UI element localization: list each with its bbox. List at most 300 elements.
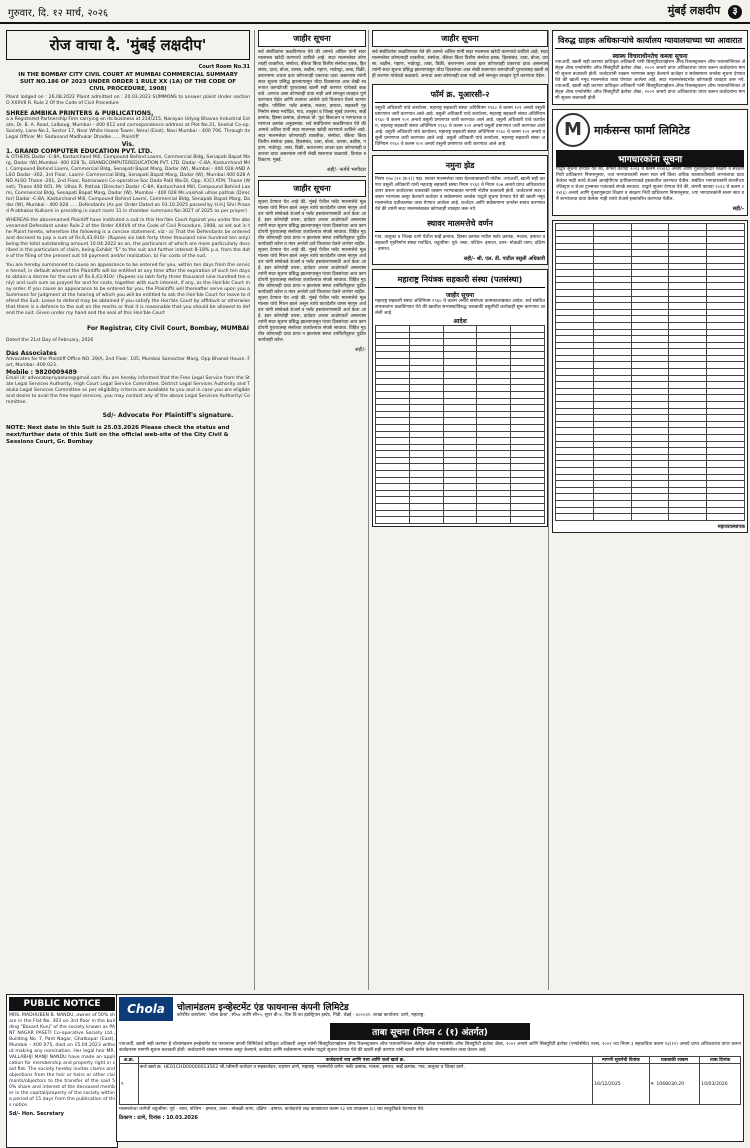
table-row (556, 322, 745, 329)
table-cell (631, 336, 669, 343)
table-cell (409, 385, 443, 392)
table-cell (443, 497, 477, 504)
table-cell (409, 391, 443, 398)
notice-heading-2: जाहीर सूचना (258, 180, 366, 197)
table-row (376, 365, 545, 372)
table-cell (477, 339, 511, 346)
chola-col-possession-date: ताबा दिनांक (700, 1057, 741, 1064)
table-cell (556, 375, 594, 382)
table-row (556, 375, 745, 382)
table-cell (593, 369, 631, 376)
table-row (556, 494, 745, 501)
table-cell (707, 303, 745, 310)
chola-place-date: ठिकाण : ठाणे, दिनांक : 10.03.2026 (119, 1115, 198, 1121)
table-cell (631, 467, 669, 474)
table-cell (409, 398, 443, 405)
table-cell (511, 431, 545, 438)
table-cell (669, 349, 707, 356)
table-cell (707, 375, 745, 382)
table-cell (477, 451, 511, 458)
chola-col-amount: थकबाकी रक्कम (649, 1057, 699, 1064)
table-cell (477, 391, 511, 398)
members-table-2 (555, 223, 745, 521)
table-row (556, 230, 745, 237)
advocate-mobile: Mobile : 9820009489 (6, 369, 77, 376)
table-row (376, 457, 545, 464)
table-cell (707, 435, 745, 442)
table-cell (376, 391, 410, 398)
table-row (556, 421, 745, 428)
table-cell (593, 362, 631, 369)
table-row (556, 309, 745, 316)
table-cell (593, 500, 631, 507)
table-cell (707, 428, 745, 435)
table-cell (593, 375, 631, 382)
table-cell (443, 339, 477, 346)
table-cell (593, 329, 631, 336)
table-cell (707, 243, 745, 250)
table-row (376, 477, 545, 484)
table-cell (511, 510, 545, 517)
table-cell (511, 497, 545, 504)
table-cell (511, 490, 545, 497)
table-cell (511, 464, 545, 471)
table-row (376, 424, 545, 431)
company-name: मार्कसन्स फार्मा लिमिटेड (594, 123, 690, 137)
table-cell (376, 398, 410, 405)
table-cell (669, 243, 707, 250)
table-cell (477, 444, 511, 451)
table-cell (511, 352, 545, 359)
table-cell (443, 490, 477, 497)
table-row (556, 415, 745, 422)
table-row (120, 1064, 741, 1105)
table-cell (707, 461, 745, 468)
table-cell (593, 435, 631, 442)
table-cell (707, 441, 745, 448)
table-cell (669, 467, 707, 474)
table-cell (556, 408, 594, 415)
col3-heading-5: महाराष्ट्र नियंत्रक सहकारी संस्था (पतसंस्था) (375, 272, 545, 288)
table-cell (511, 438, 545, 445)
table-cell (556, 395, 594, 402)
table-cell (669, 303, 707, 310)
table-cell (669, 487, 707, 494)
company-logo-icon: M (556, 113, 590, 147)
table-cell (409, 431, 443, 438)
table-cell (707, 349, 745, 356)
table-cell (556, 441, 594, 448)
table-cell (409, 326, 443, 333)
table-cell (556, 388, 594, 395)
table-cell (511, 339, 545, 346)
table-cell (443, 418, 477, 425)
table-row (556, 329, 745, 336)
table-cell (376, 326, 410, 333)
table-row (556, 514, 745, 521)
table-cell (631, 474, 669, 481)
col3-heading-2: फॉर्म क्र. यूआरसी-२ (375, 87, 545, 103)
table-cell (631, 296, 669, 303)
table-cell (376, 471, 410, 478)
table-cell (443, 405, 477, 412)
table-cell (631, 250, 669, 257)
table-cell (631, 388, 669, 395)
table-cell (511, 451, 545, 458)
table-cell (511, 332, 545, 339)
table-row (376, 339, 545, 346)
table-cell (631, 395, 669, 402)
table-cell (593, 342, 631, 349)
table-cell (593, 467, 631, 474)
table-cell (631, 237, 669, 244)
table-cell (511, 378, 545, 385)
court-column: रोज वाचा दै. 'मुंबई लक्षदीप' Court Room No.31 IN THE BOMBAY CITY CIVIL COURT AT MUMBAI COMMERCIAL SUMMARY SUIT NO.186 OF 2023 UNDER ORDER 1 RULE XX (1A) OF THE CODE OF CIVIL PROCEDURE, 1908) Plaint lodged on : 26.08.2022 Plaint admitted on : 20.03.2023 SUMMONS to answer plaint Under section O XXXVII R. Rule 2 Of the Code of Civil Procedure SHREE AMBIKA PRINTERS & PUBLICATIONS, a a Registered Partnership Firm carrying on its business at 214/215, Narayan Udyog Bhavan Industrial Estate, Dr. B. A. Road, Lalbaug, Mumbai – 400 012 and correspondence address at Plot No.31, Snehal Co-op. Society, Lane No.1, Sector 17, Near White House Tower, Nerul (East), Navi Mumbai – 400 706. Through its Legal Officer Mr. Sadanand Madhukar Dhadke ..... Plaintiff Vis. 1. GRAND COMPUTER EDUCATION PVT. LTD. & OTHERS Dadar -C-8A, Kasturchand Mill, Compound Behind Laxmi, Commercial Bldg, Senapati Bapat Marg, Dadar (W),Mumbai- 400 028 To, GRANDCOMPUTEREDUCATION PVT. LTD. Dadar -C-8A, Kasturchand Mill, Compound Behind Laxmi, Commercial Bldg, Senapati Bapat Marg, Dadar (W), Mumbai - 400 028 AND ALSO Dadar -302, 3rd Floor, Laxmi- Commercial Bldg, Senapati Bapat Marg, Dadar (W), Mumbai 400 028 AND ALSO Thane -201, 2nd Floor, Ramanwori Co-operative Soc Dada Patil Wa-Di, Opp. ICICI ATM, Thane (West), Thane 400 601. Mr. Ulhas R. Pathak (Director) Dadar -C-8A, Kasturchand Mill, Compound Behind Laxmi, Commercial Bldg, Senapati Bapat Marg, Dadar (W), Mumbai - 400 028 Ms.vaishali ulhas pathak (Director) Dadar -C-8A, Kasturchand Mill, Compound Behind Laxmi, Commercial Bldg, Senapati Bapat Marg, Dadar (W), Mumbai - 400 028 ..... Defendants (As per Order Dated on 03.10.2025 passed by H.H.J Shri Prasad Prabhakar Kulkarni in presiding in court room 31 in chamber summons No:3027 of 2025 as per prayer) WHEREAS the abovenamed Plaintiff have instituted a suit in this Hon'ble Court Against you under the abovenamed Defendant under Rule 2 of the Order XXXVII of the Code of Civil Procedure, 1908, as set out in the Plaint hereto, wherefore the following is a concise statement, viz:- a) That the Defendants be ordered and decreed to pay a sum of Rs.6,43,910/- (Rupees six lakh forty three thousand nine hundred ten only) being the total outstanding amount 10.04.2022 as on, the particulars of which are more particularly described in the particulars of claim, being Exhibit "E" to the suit and further interest 8-18% p.a. from the date of the filing of the present suit till payment and/or realization. b) For costs of the suit. You are hereby summoned to cause an appearance to be entered for you, within ten days from the service hereof, in default whereof the Plaintiffs will be entitled at any time after the expiration of such ten days to obtain a decree for the sum of Rs.6,43,910/- (Rupees six lakh forty three thousand nine hundred ten only) and such sum as prayed for and for costs, together with such interest, if any, as the Hon'ble Court may order. If you cause an appearance to be entered for you, the Plaintiffs will thereafter serve upon you a Summons for Judgment at the hearing of which you will be entitled to ask the Hon'ble Court for leave to defend the Suit. Leave to defend may be obtained if you satisfy the Hon'ble Court by affidavit or otherwise that there is a defence to the suit on the merits or that it is reasonable that you should be allowed to defend the suit. Given under my hand and the seal of this Hon'ble Court For Registrar, City Civil Court, Bombay, MUMBAI Dated the 21st Day of February, 2026 Das Associates Advocates for the Plaintiff Office NO. 29/A, 2nd Floor, 105, Mumbai Samachar Marg, Opp Bhanat House, Fort, Mumbai -400 023. Mobile : 9820009489 Email id: advocatepriyaelure@gmail.com You are hereby informed that the Free Legal Service from the State Legal Services Authority, High Court Legal Service Committee, District Legal Services Authority and Taluka Legal Services Committee as per eligibility criteria are available to you and in case you are eligible and desire to avail the free legal services, you may contact any of the above Legal Services Authority/ Committee. Sd/- Advocate For Plaintiff's signature. NOTE: Next date in this Suit is 25.03.2026 Please check the status and next/further date of this Suit on the official web-site of the City Civil & Sessions Court, Gr. Bombay (6, 30, 250, 990)
table-cell (556, 224, 594, 231)
table-cell (477, 352, 511, 359)
table-cell (707, 421, 745, 428)
table-cell (556, 336, 594, 343)
table-cell (511, 471, 545, 478)
table-cell (669, 454, 707, 461)
table-row (376, 411, 545, 418)
table-cell (443, 517, 477, 524)
table-cell (669, 230, 707, 237)
public-notice-sign: Sd/- Hon. Secretary (9, 1111, 64, 1117)
table-cell (707, 276, 745, 283)
issue-date: गुरुवार, दि. १२ मार्च, २०२६ (8, 8, 109, 19)
table-cell (707, 296, 745, 303)
table-cell (631, 256, 669, 263)
table-cell (707, 474, 745, 481)
public-notice: PUBLIC NOTICE MRS. MADHUBEN B. NANDU, owner of 50% share in the Flat No. 303 on 3rd floor in the building "Basant Kunj" of the society known as PANT NAGAR PASETI Co-operative Society Ltd., Building No. 7, Pant Nagar, Ghatkopar (East), Mumbai – 400 075, died on 15.04.2023 without making any nomination. Her legal heir MR. VALLABHJI MANJI NANDU have made an application for membership and property right in said flat. The society hereby invites claims and objections from the heir or heirs or other claimants/objectors to the transfer of the said 50% share and interest of the deceased member in the capital/property of the society within a period of 15 days from the publication of this notice. Sd/- Hon. Secretary (6, 994, 118, 1148)
table-row (556, 487, 745, 494)
table-cell (511, 444, 545, 451)
table-row (376, 352, 545, 359)
table-row (376, 405, 545, 412)
notice-column-3: जाहीर सूचना सर्व संबंधितांना कळविण्यात येते की आमचे अशिल यांनी सदर मालमत्ता खरेदी करण्याचे ठरविले आहे. सदर मालमत्तेवर कोणत्याही व्यक्तीचा, संस्थेचा, बँकेचा किंवा वित्तीय संस्थेचा हक्क, हितसंबंध, दावा, बोजा, वारसा, बक्षीस, गहाण, भाडेपट्टा, ताबा, विक्री, करारनामा अथवा इतर कोणत्याही प्रकारचा दावा असल्यास त्यांनी सदर सूचना प्रसिद्ध झाल्यापासून चौदा दिवसांच्या आत लेखी स्वरूपात कागदोपत्री पुराव्यासह खाली सही करणार यांचेकडे कळवावे. अन्यथा असा कोणताही दावा नाही असे समजून व्यवहार पूर्ण करण्यात येईल. फॉर्म क्र. यूआरसी-२ वसुली अधिकारी यांचे कार्यालय, महाराष्ट्र सहकारी संस्था अधिनियम १९६० चे कलम १०१ अन्वये वसुली प्रमाणपत्र जारी करण्यात आले आहे. वसुली अधिकारी यांचे कार्यालय, महाराष्ट्र सहकारी संस्था अधिनियम १९६० चे कलम १०१ अन्वये वसुली प्रमाणपत्र जारी करण्यात आले आहे. वसुली अधिकारी यांचे कार्यालय, महाराष्ट्र सहकारी संस्था अधिनियम १९६० चे कलम १०१ अन्वये वसुली प्रमाणपत्र जारी करण्यात आले आहे. वसुली अधिकारी यांचे कार्यालय, महाराष्ट्र सहकारी संस्था अधिनियम १९६० चे कलम १०१ अन्वये वसुली प्रमाणपत्र जारी करण्यात आले आहे. वसुली अधिकारी यांचे कार्यालय, महाराष्ट्र सहकारी संस्था अधिनियम १९६० चे कलम १०१ अन्वये वसुली प्रमाणपत्र जारी करण्यात आले आहे. नमुना झेड नियम १०७ (११ (ड-१)) पहा. स्थावर मालमत्तेचा ताबा घेतल्याबाबतची नोटीस. ज्याअर्थी, खाली सही करणार वसुली अधिकारी यांनी महाराष्ट्र सहकारी संस्था नियम १९६१ चे नियम १०७ अन्वये प्राप्त अधिकारांचा वापर करून कर्जदारास थकबाकी रक्कम भरण्याबाबत मागणी नोटीस बजावली होती. कर्जदाराने सदर रक्कम भरण्यास कसूर केल्याने कर्जदार व सर्वसामान्य जनतेस याद्वारे सूचना देण्यात येते की खाली नमूद मालमत्तेचा प्रतीकात्मक ताबा घेण्यात आलेला आहे. कर्जदार आणि सर्वसामान्य जनतेस सावध करण्यात येते की त्यांनी सदर मालमत्तेबाबत कोणताही व्यवहार करू नये. स्थावर मालमत्तेचे वर्णन गाव, तालुका व जिल्हा ठाणे येथील सर्व्हे क्रमांक, हिस्सा क्रमांक मधील फ्लॅट क्रमांक, मजला, इमारत व सहकारी गृहनिर्माण संस्था मर्यादित, चतुःसीमा: पूर्व- रस्ता, पश्चिम- इमारत, उत्तर- मोकळी जागा, दक्षिण- इमारत. सही/- श्री. एल. डी. पाटील वसुली अधिकारी महाराष्ट्र नियंत्रक सहकारी संस्था (पतसंस्था) जाहीर सूचना महाराष्ट्र सहकारी संस्था अधिनियम १९६० चे कलम अन्वये संस्थेच्या कामकाजाबाबत आदेश. सर्व संबंधित सभासदांना कळविण्यात येते की खालील सभासदांविरुद्ध थकबाकी वसुलीची कार्यवाही सुरू करण्यात आलेली आहे. आदेश (368, 30, 548, 990)
table-cell (593, 250, 631, 257)
table-cell (631, 402, 669, 409)
table-cell (376, 339, 410, 346)
table-cell (376, 431, 410, 438)
table-cell (409, 464, 443, 471)
table-cell (631, 421, 669, 428)
table-cell (707, 448, 745, 455)
table-cell (707, 336, 745, 343)
table-cell (707, 487, 745, 494)
table-cell (707, 355, 745, 362)
table-row (376, 444, 545, 451)
table-cell (556, 507, 594, 514)
table-cell (443, 391, 477, 398)
table-cell (409, 378, 443, 385)
table-cell (669, 270, 707, 277)
table-cell (409, 372, 443, 379)
table-cell (593, 303, 631, 310)
table-cell (443, 484, 477, 491)
table-cell (631, 289, 669, 296)
table-cell (511, 418, 545, 425)
table-cell (556, 467, 594, 474)
table-cell (511, 391, 545, 398)
table-cell (443, 464, 477, 471)
table-cell (376, 424, 410, 431)
table-cell (556, 369, 594, 376)
table-cell (556, 250, 594, 257)
col3-heading-1: जाहीर सूचना (372, 30, 548, 47)
table-cell (443, 457, 477, 464)
notice-sign-2: सही/- (355, 347, 366, 353)
table-cell (477, 471, 511, 478)
table-row (556, 362, 745, 369)
table-cell (477, 326, 511, 333)
table-cell (511, 358, 545, 365)
table-cell (669, 322, 707, 329)
public-notice-title: PUBLIC NOTICE (9, 997, 115, 1011)
table-cell (669, 514, 707, 521)
table-cell (443, 424, 477, 431)
table-cell (631, 481, 669, 488)
table-row (556, 283, 745, 290)
table-cell (556, 421, 594, 428)
table-cell (707, 230, 745, 237)
table-cell (707, 369, 745, 376)
table-cell (707, 500, 745, 507)
col3-heading-6: जाहीर सूचना (445, 292, 475, 299)
table-row (376, 431, 545, 438)
table-cell (669, 448, 707, 455)
table-cell (376, 477, 410, 484)
table-cell (443, 411, 477, 418)
table-cell (556, 276, 594, 283)
table-cell (669, 263, 707, 270)
table-cell (511, 405, 545, 412)
court-heading: IN THE BOMBAY CITY CIVIL COURT AT MUMBAI COMMERCIAL SUMMARY SUIT NO.186 OF 2023 UNDER ORDER 1 RULE XX (1A) OF THE CODE OF CIVIL PROCEDURE, 1908) (18, 72, 238, 92)
table-cell (376, 372, 410, 379)
table-cell (593, 230, 631, 237)
table-cell (556, 289, 594, 296)
table-cell (409, 405, 443, 412)
table-cell (669, 276, 707, 283)
dated-line: Dated the 21st Day of February, 2026 (6, 338, 94, 343)
table-cell (631, 349, 669, 356)
table-cell (707, 237, 745, 244)
table-row (376, 358, 545, 365)
table-cell (556, 316, 594, 323)
table-cell (593, 421, 631, 428)
table-cell (556, 263, 594, 270)
table-row (556, 467, 745, 474)
newspaper-name: मुंबई लक्षदीप ३ (668, 3, 742, 19)
table-cell (631, 375, 669, 382)
table-cell (707, 322, 745, 329)
table-row (376, 345, 545, 352)
table-cell (556, 256, 594, 263)
table-row (556, 382, 745, 389)
table-cell (593, 395, 631, 402)
table-cell (593, 448, 631, 455)
table-cell (669, 428, 707, 435)
partner-sign: सही/- फर्मचे भागीदार (327, 167, 366, 173)
table-cell (443, 451, 477, 458)
table-row (556, 336, 745, 343)
table-cell (477, 457, 511, 464)
table-row (556, 428, 745, 435)
masthead (0, 0, 750, 24)
table-cell (593, 322, 631, 329)
chola-cell: कर्ज खाते क्र. HE01CHD00000013562 श्री./श्रीमती कर्जदार व सहकर्जदार, राहणार ठाणे, महाराष्ट्र. मालमत्तेचे वर्णन: फ्लॅट क्रमांक, मजला, इमारत, सर्व्हे क्रमांक, गाव, तालुका व जिल्हा ठाणे. (138, 1064, 592, 1105)
table-row (376, 510, 545, 517)
table-cell (556, 329, 594, 336)
table-cell (477, 464, 511, 471)
table-cell (511, 484, 545, 491)
table-cell (556, 322, 594, 329)
table-cell (707, 250, 745, 257)
table-cell (556, 349, 594, 356)
table-cell (631, 461, 669, 468)
table-cell (593, 461, 631, 468)
table-cell (707, 289, 745, 296)
table-cell (409, 517, 443, 524)
table-cell (376, 385, 410, 392)
table-cell (376, 438, 410, 445)
table-cell (556, 500, 594, 507)
table-cell (631, 454, 669, 461)
table-row (376, 490, 545, 497)
table-cell (477, 431, 511, 438)
table-cell (669, 421, 707, 428)
table-cell (593, 494, 631, 501)
table-cell (376, 510, 410, 517)
table-cell (669, 237, 707, 244)
suit-amount: (Rupees six lakh forty three thousand nine hundred ten only) (107, 236, 250, 241)
table-cell (556, 342, 594, 349)
table-cell (669, 415, 707, 422)
table-cell (477, 405, 511, 412)
manager-sign: महाव्यवस्थापक (717, 523, 745, 530)
table-cell (669, 494, 707, 501)
table-cell (409, 490, 443, 497)
chola-logo-icon: Chola (119, 997, 173, 1021)
chola-cell: रु. 1068030.20 (649, 1064, 699, 1105)
table-cell (593, 441, 631, 448)
table-row (376, 438, 545, 445)
table-cell (669, 316, 707, 323)
table-cell (376, 405, 410, 412)
table-cell (477, 378, 511, 385)
table-cell (376, 378, 410, 385)
table-cell (511, 372, 545, 379)
table-cell (631, 487, 669, 494)
table-cell (409, 477, 443, 484)
table-cell (593, 408, 631, 415)
table-cell (477, 372, 511, 379)
table-row (556, 507, 745, 514)
table-cell (669, 309, 707, 316)
table-cell (631, 507, 669, 514)
table-cell (631, 428, 669, 435)
table-cell (707, 402, 745, 409)
table-cell (707, 388, 745, 395)
table-row (556, 303, 745, 310)
table-cell (556, 487, 594, 494)
chola-company-name: चोलामंडलम इन्व्हेस्टमेंट एंड फायनान्स कंपनी लिमिटेड (177, 1002, 349, 1013)
table-cell (556, 362, 594, 369)
table-row (556, 461, 745, 468)
table-cell (669, 375, 707, 382)
table-cell (631, 230, 669, 237)
table-cell (593, 256, 631, 263)
table-cell (556, 296, 594, 303)
table-cell (593, 289, 631, 296)
table-cell (443, 332, 477, 339)
table-cell (593, 507, 631, 514)
table-row (556, 388, 745, 395)
table-row (376, 484, 545, 491)
table-cell (376, 504, 410, 511)
table-cell (593, 243, 631, 250)
table-cell (707, 362, 745, 369)
table-cell (511, 411, 545, 418)
table-cell (556, 382, 594, 389)
table-cell (707, 514, 745, 521)
table-cell (631, 514, 669, 521)
table-row (376, 378, 545, 385)
table-cell (669, 461, 707, 468)
table-cell (556, 514, 594, 521)
col3-heading-3: नमुना झेड (375, 158, 545, 174)
col4-heading-2: स्वास्थ विचाराधीनतेच कब्जा सूचना (612, 53, 688, 60)
notice-column-4: विरुद्ध ग्राहक अधिकाऱ्यांचे कार्यालय ग्यायालयाच्या च्या आवारात स्वास्थ विचाराधीनतेच कब्जा सूचना ज्याअर्थी, खाली सही करणार प्राधिकृत अधिकारी यांनी सिक्युरिटायझेशन ॲण्ड रिकन्स्ट्रक्शन ऑफ फायनान्शियल ॲसेट्स ॲण्ड एन्फोर्समेंट ऑफ सिक्युरिटी इंटरेस्ट ॲक्ट, २००२ अन्वये प्राप्त अधिकारांचा वापर करून कर्जदारांना मागणी सूचना बजावली होती. कर्जदारांनी रक्कम भरण्यास कसूर केल्याने कर्जदार व सर्वसामान्य जनतेस सूचना देण्यात येते की खाली नमूद मालमत्तेचा ताबा घेण्यात आलेला आहे. सदर मालमत्तेसंदर्भात कोणताही व्यवहार करू नये. ज्याअर्थी, खाली सही करणार प्राधिकृत अधिकारी यांनी सिक्युरिटायझेशन ॲण्ड रिकन्स्ट्रक्शन ऑफ फायनान्शियल ॲसेट्स ॲण्ड एन्फोर्समेंट ऑफ सिक्युरिटी इंटरेस्ट ॲक्ट, २००२ अन्वये प्राप्त अधिकारांचा वापर करून कर्जदारांना मागणी सूचना बजावली होती. M मार्कसन्स फार्मा लिमिटेड भागधारकांना सूचना याद्वारे सूचना देण्यात येते की, कंपनी कायदा २०१३ चे कलम १२४(६) अन्वये आणि गुंतवणूकदार शिक्षण व संरक्षण निधी प्राधिकरण नियमानुसार, ज्या भागधारकांनी सलग सात वर्षे किंवा अधिक कालावधीसाठी लाभांशाचा दावा केलेला नाही त्यांचे शेअर्स आयईपीएफ प्राधिकरणाकडे हस्तांतरित करण्यात येतील. संबंधित भागधारकांनी कंपनीच्या रजिस्ट्रार व शेअर ट्रान्सफर एजंटकडे संपर्क साधावा. याद्वारे सूचना देण्यात येते की, कंपनी कायदा २०१३ चे कलम १२४(६) अन्वये आणि गुंतवणूकदार शिक्षण व संरक्षण निधी प्राधिकरण नियमानुसार, ज्या भागधारकांनी सलग सात वर्षे लाभांशाचा दावा केलेला नाही त्यांचे शेअर्स हस्तांतरित करण्यात येतील. सही/- महाव्यवस्थापक (548, 30, 748, 990)
table-cell (443, 398, 477, 405)
table-cell (376, 358, 410, 365)
table-cell (669, 474, 707, 481)
table-row (556, 276, 745, 283)
table-cell (376, 411, 410, 418)
table-cell (409, 339, 443, 346)
table-cell (593, 237, 631, 244)
table-cell (593, 283, 631, 290)
table-cell (556, 237, 594, 244)
col3-heading-7: आदेश (453, 318, 467, 325)
versus-label: Vis. (121, 141, 135, 148)
table-cell (477, 358, 511, 365)
table-cell (669, 329, 707, 336)
table-cell (631, 435, 669, 442)
table-cell (631, 362, 669, 369)
table-cell (511, 365, 545, 372)
table-cell (669, 283, 707, 290)
table-cell (409, 457, 443, 464)
table-cell (631, 382, 669, 389)
table-cell (631, 322, 669, 329)
table-cell (409, 411, 443, 418)
table-cell (707, 408, 745, 415)
table-cell (707, 270, 745, 277)
table-cell (593, 382, 631, 389)
table-row (556, 454, 745, 461)
table-cell (376, 517, 410, 524)
table-cell (443, 504, 477, 511)
table-cell (376, 451, 410, 458)
table-row (556, 369, 745, 376)
table-cell (593, 487, 631, 494)
table-cell (593, 276, 631, 283)
advocate-sign: Sd/- Advocate For Plaintiff's signature. (102, 412, 234, 419)
table-row (376, 332, 545, 339)
table-cell (631, 369, 669, 376)
